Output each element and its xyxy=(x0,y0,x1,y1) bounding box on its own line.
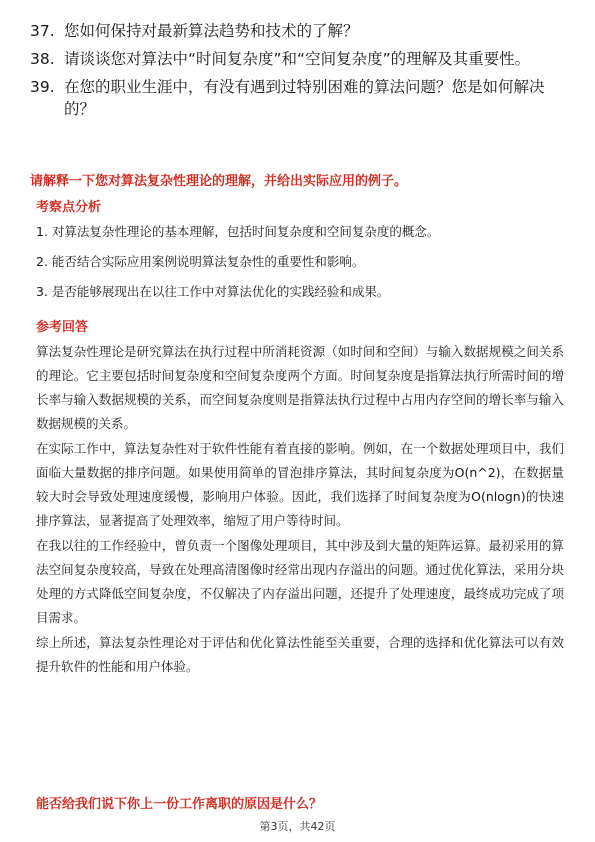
answer-paragraph: 在我以往的工作经验中，曾负责一个图像处理项目，其中涉及到大量的矩阵运算。最初采用的算法空间复杂度较高，导致在处理高清图像时经常出现内存溢出的问题。通过优化算法，采用分块处理的方式降低空间复杂度，不仅解决了内存溢出问题，还提升了处理速度，最终成功完成了项目需求。 xyxy=(36,538,564,625)
question-text: 您如何保持对最新算法趋势和技术的了解？ xyxy=(64,22,359,40)
question-number: 38. xyxy=(30,50,55,68)
analysis-point: 3. 是否能够展现出在以往工作中对算法优化的实践经验和成果。 xyxy=(36,284,390,299)
answer-paragraph: 在实际工作中，算法复杂性对于软件性能有着直接的影响。例如，在一个数据处理项目中，我们面临大量数据的排序问题。如果使用简单的冒泡排序算法，其时间复杂度为O(n^2)，在数据量较大时会导致处理速度缓慢，影响用户体验。因此，我们选择了时间复杂度为O(nlogn)的快速排序算法，显著提高了处理效率，缩短了用户等待时间。 xyxy=(36,441,564,528)
answer-paragraph: 算法复杂性理论是研究算法在执行过程中所消耗资源（如时间和空间）与输入数据规模之间关系的理论。它主要包括时间复杂度和空间复杂度两个方面。时间复杂度是指算法执行所需时间的增长率与输入数据规模的关系，而空间复杂度则是指算法执行过程中占用内存空间的增长率与输入数据规模的关系。 xyxy=(36,344,564,431)
next-question-heading: 能否给我们说下你上一份工作离职的原因是什么？ xyxy=(36,797,323,812)
page-footer: 第3页，共42页 xyxy=(259,820,336,833)
answer-paragraph: 综上所述，算法复杂性理论对于评估和优化算法性能至关重要，合理的选择和优化算法可以有效提升软件的性能和用户体验。 xyxy=(36,635,564,674)
reference-answer xyxy=(36,340,564,680)
list-item xyxy=(30,20,570,42)
question-text: 在您的职业生涯中，有没有遇到过特别困难的算法问题？您是如何解决的？ xyxy=(64,78,545,118)
question-text: 请谈谈您对算法中“时间复杂度”和“空间复杂度”的理解及其重要性。 xyxy=(64,50,531,68)
analysis-heading: 考察点分析 xyxy=(36,200,102,215)
question-number: 37. xyxy=(30,22,55,40)
question-list xyxy=(30,20,570,126)
list-item xyxy=(30,48,570,70)
interview-question-heading: 请解释一下您对算法复杂性理论的理解，并给出实际应用的例子。 xyxy=(30,174,408,189)
analysis-point: 2. 能否结合实际应用案例说明算法复杂性的重要性和影响。 xyxy=(36,254,365,269)
question-number: 39. xyxy=(30,78,55,96)
analysis-points xyxy=(36,223,566,313)
analysis-point: 1. 对算法复杂性理论的基本理解，包括时间复杂度和空间复杂度的概念。 xyxy=(36,224,440,239)
list-item xyxy=(30,76,570,120)
answer-heading: 参考回答 xyxy=(36,320,89,335)
